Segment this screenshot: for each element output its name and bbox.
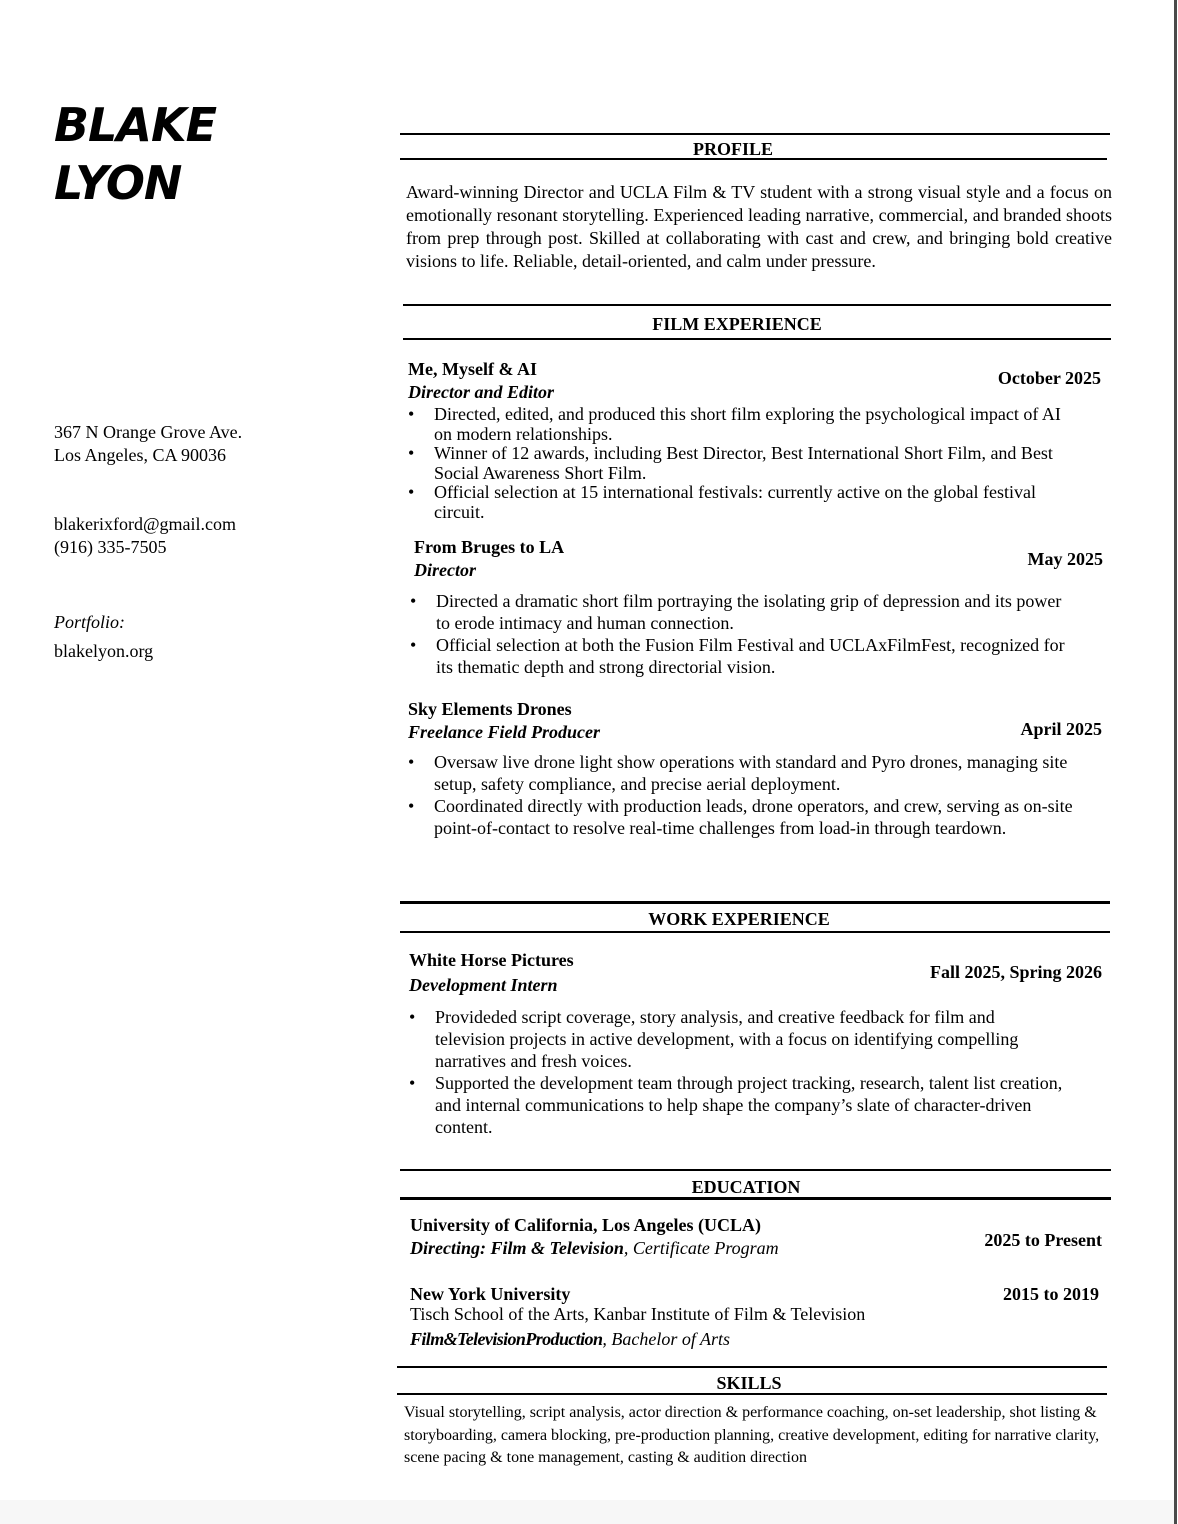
bullet-item: • Official selection at 15 international festivals: currently active on the global festival circuit. bbox=[434, 483, 1074, 522]
work-rule-top bbox=[400, 901, 1110, 904]
film-entry-date: October 2025 bbox=[997, 368, 1101, 388]
film-entry-role: Director and Editor bbox=[408, 382, 555, 402]
education-detail: Tisch School of the Arts, Kanbar Institute of Film & Television bbox=[410, 1304, 866, 1324]
film-entry-bullets bbox=[434, 405, 1074, 522]
program-type: , Bachelor of Arts bbox=[602, 1329, 731, 1349]
page-edge bbox=[1174, 0, 1177, 1524]
bullet-item: • Supported the development team through project tracking, research, talent list creation, and internal communications to help shape the company’s slate of character-driven content. bbox=[435, 1072, 1065, 1138]
bullet-item: • Provideded script coverage, story analysis, and creative feedback for film and television projects in active development, with a focus on identifying compelling narratives and fresh voices. bbox=[435, 1006, 1065, 1072]
education-program bbox=[410, 1328, 730, 1350]
profile-heading: PROFILE bbox=[692, 139, 773, 159]
work-entry-date: Fall 2025, Spring 2026 bbox=[929, 962, 1102, 982]
education-program bbox=[410, 1237, 779, 1259]
program-name: Directing: Film & Television bbox=[410, 1238, 624, 1258]
skills-rule-bottom bbox=[397, 1393, 1107, 1395]
first-name: BLAKE bbox=[54, 98, 217, 152]
last-name: LYON bbox=[54, 156, 182, 210]
program-name: Film&TelevisionProduction bbox=[410, 1329, 603, 1349]
education-school: University of California, Los Angeles (UCLA) bbox=[410, 1215, 761, 1235]
work-entry-role: Development Intern bbox=[409, 975, 558, 995]
education-rule-bottom bbox=[400, 1197, 1111, 1200]
candidate-name bbox=[54, 96, 216, 212]
education-date: 2025 to Present bbox=[984, 1230, 1102, 1250]
film-entry-title: Me, Myself & AI bbox=[408, 359, 537, 379]
film-entry-title: Sky Elements Drones bbox=[408, 699, 572, 719]
address-line-2: Los Angeles, CA 90036 bbox=[54, 445, 227, 465]
work-entry-title: White Horse Pictures bbox=[409, 950, 574, 970]
address-line-1: 367 N Orange Grove Ave. bbox=[54, 422, 243, 442]
education-date: 2015 to 2019 bbox=[1003, 1284, 1099, 1304]
profile-text: Award-winning Director and UCLA Film & TV student with a strong visual style and a focus on emotionally resonant storytelling. Experienced leading narrative, commercial, and branded shoots from prep through post. Skilled at collaborating with cast and crew, and bringing bold creative visions to life. Reliable, detail-oriented, and calm under pressure. bbox=[406, 182, 1112, 271]
address-block bbox=[54, 421, 242, 467]
education-rule-top bbox=[400, 1169, 1111, 1171]
portfolio-label: Portfolio: bbox=[54, 612, 125, 632]
work-rule-bottom bbox=[400, 931, 1110, 933]
bullet-item: • Official selection at both the Fusion Film Festival and UCLAxFilmFest, recognized for its thematic depth and strong directorial vision. bbox=[436, 634, 1066, 678]
bullet-item: • Winner of 12 awards, including Best Director, Best International Short Film, and Best Social Awareness Short Film. bbox=[434, 444, 1074, 483]
bullet-item: • Oversaw live drone light show operations with standard and Pyro drones, managing site setup, safety compliance, and precise aerial deployment. bbox=[434, 751, 1074, 795]
work-experience-heading: WORK EXPERIENCE bbox=[648, 909, 830, 929]
skills-rule-top bbox=[397, 1366, 1107, 1368]
phone-number: (916) 335-7505 bbox=[54, 537, 167, 557]
film-rule-bottom bbox=[403, 338, 1111, 340]
education-school: New York University bbox=[410, 1284, 571, 1304]
film-experience-heading: FILM EXPERIENCE bbox=[652, 314, 822, 334]
film-entry-bullets bbox=[436, 590, 1066, 678]
film-entry-date: May 2025 bbox=[1027, 549, 1103, 569]
bullet-item: • Directed a dramatic short film portraying the isolating grip of depression and its power to erode intimacy and human connection. bbox=[436, 590, 1066, 634]
film-entry-bullets bbox=[434, 751, 1074, 839]
work-entry-bullets bbox=[435, 1006, 1065, 1138]
portfolio-link[interactable]: blakelyon.org bbox=[54, 641, 154, 661]
program-type: , Certificate Program bbox=[623, 1238, 779, 1258]
bullet-item: • Coordinated directly with production leads, drone operators, and crew, serving as on-site point-of-contact to resolve real-time challenges from load-in through teardown. bbox=[434, 795, 1074, 839]
contact-block bbox=[54, 513, 236, 559]
profile-rule-bottom bbox=[400, 158, 1107, 160]
page-bottom bbox=[0, 1500, 1174, 1524]
film-entry-title: From Bruges to LA bbox=[414, 537, 565, 557]
profile-rule-top bbox=[400, 133, 1110, 135]
education-heading: EDUCATION bbox=[691, 1177, 801, 1197]
film-rule-top bbox=[403, 304, 1111, 306]
film-entry-date: April 2025 bbox=[1020, 719, 1102, 739]
bullet-item: • Directed, edited, and produced this short film exploring the psychological impact of AI on modern relationships. bbox=[434, 405, 1074, 444]
skills-text: Visual storytelling, script analysis, actor direction & performance coaching, on-set leadership, shot listing & storyboarding, camera blocking, pre-production planning, creative development, editing for narrative clarity, scene pacing & tone management, casting & audition direction bbox=[404, 1404, 1100, 1466]
email-link[interactable]: blakerixford@gmail.com bbox=[54, 514, 237, 534]
skills-heading: SKILLS bbox=[716, 1373, 782, 1393]
film-entry-role: Freelance Field Producer bbox=[408, 722, 600, 742]
film-entry-role: Director bbox=[414, 560, 476, 580]
